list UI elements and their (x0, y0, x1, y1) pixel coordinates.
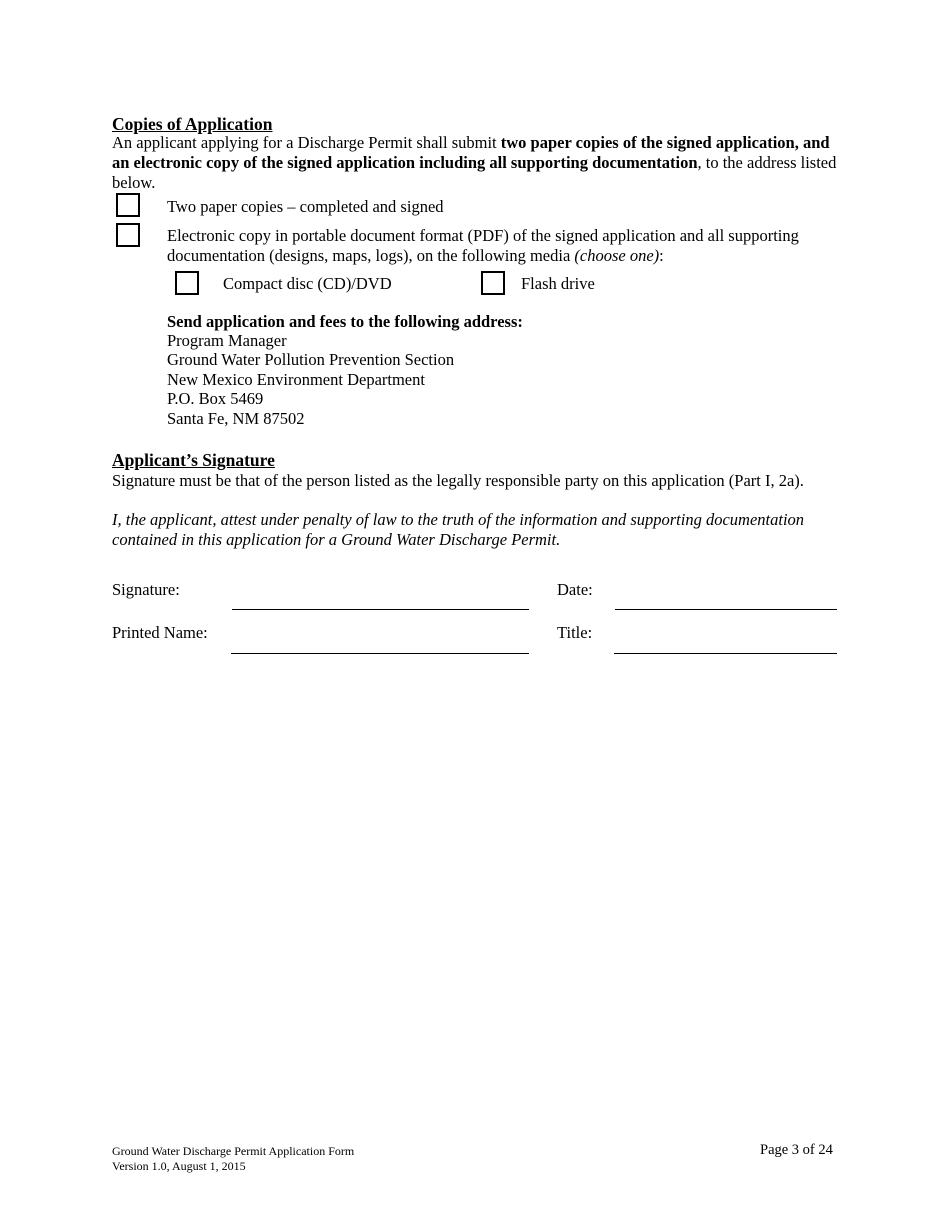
footer-page-number: Page 3 of 24 (760, 1142, 833, 1158)
copies-intro-part-a: An applicant applying for a Discharge Permit shall submit (112, 133, 501, 152)
flash-drive-label: Flash drive (521, 274, 595, 293)
paper-copies-label: Two paper copies – completed and signed (167, 197, 444, 216)
title-label: Title: (557, 623, 593, 642)
address-line-2: Ground Water Pollution Prevention Section (167, 350, 455, 369)
date-label: Date: (557, 580, 593, 599)
printed-name-field-line[interactable] (231, 653, 529, 654)
signature-note: Signature must be that of the person listed as the legally responsible party on this application (Part I, 2a). (112, 471, 804, 490)
footer-version: Version 1.0, August 1, 2015 (112, 1159, 246, 1173)
footer-form-name: Ground Water Discharge Permit Application Form (112, 1144, 355, 1158)
printed-name-label: Printed Name: (112, 623, 208, 642)
electronic-copy-colon: : (659, 245, 664, 265)
address-line-5: Santa Fe, NM 87502 (167, 409, 305, 428)
attestation-statement: I, the applicant, attest under penalty of law to the truth of the information and supporting documentation contained in this application for a Ground Water Discharge Permit. (112, 510, 805, 549)
choose-one-text: (choose one) (574, 245, 660, 265)
date-field-line[interactable] (615, 609, 837, 610)
copies-intro-part-b: two paper copies of the signed application, and an electronic copy of the signed application including all supporting documentation (112, 133, 830, 172)
signature-heading: Applicant’s Signature (112, 450, 275, 470)
electronic-copy-text: Electronic copy in portable document format (PDF) of the signed application and all supporting documentation (designs, maps, logs), on the following media (167, 226, 799, 265)
electronic-copy-label (167, 226, 837, 266)
signature-label: Signature: (112, 580, 180, 599)
cd-dvd-label: Compact disc (CD)/DVD (223, 274, 392, 293)
address-line-4: P.O. Box 5469 (167, 389, 264, 408)
signature-field-line[interactable] (232, 609, 529, 610)
copies-intro-part-c: , to the address listed below. (112, 152, 837, 192)
address-line-1: Program Manager (167, 331, 287, 350)
address-line-3: New Mexico Environment Department (167, 370, 425, 389)
copies-heading: Copies of Application (112, 114, 273, 134)
cd-dvd-checkbox[interactable] (175, 271, 199, 295)
flash-drive-checkbox[interactable] (481, 271, 505, 295)
paper-copies-checkbox[interactable] (116, 193, 140, 217)
title-field-line[interactable] (614, 653, 837, 654)
copies-intro (112, 133, 842, 192)
electronic-copy-checkbox[interactable] (116, 223, 140, 247)
address-heading: Send application and fees to the following address: (167, 312, 523, 331)
